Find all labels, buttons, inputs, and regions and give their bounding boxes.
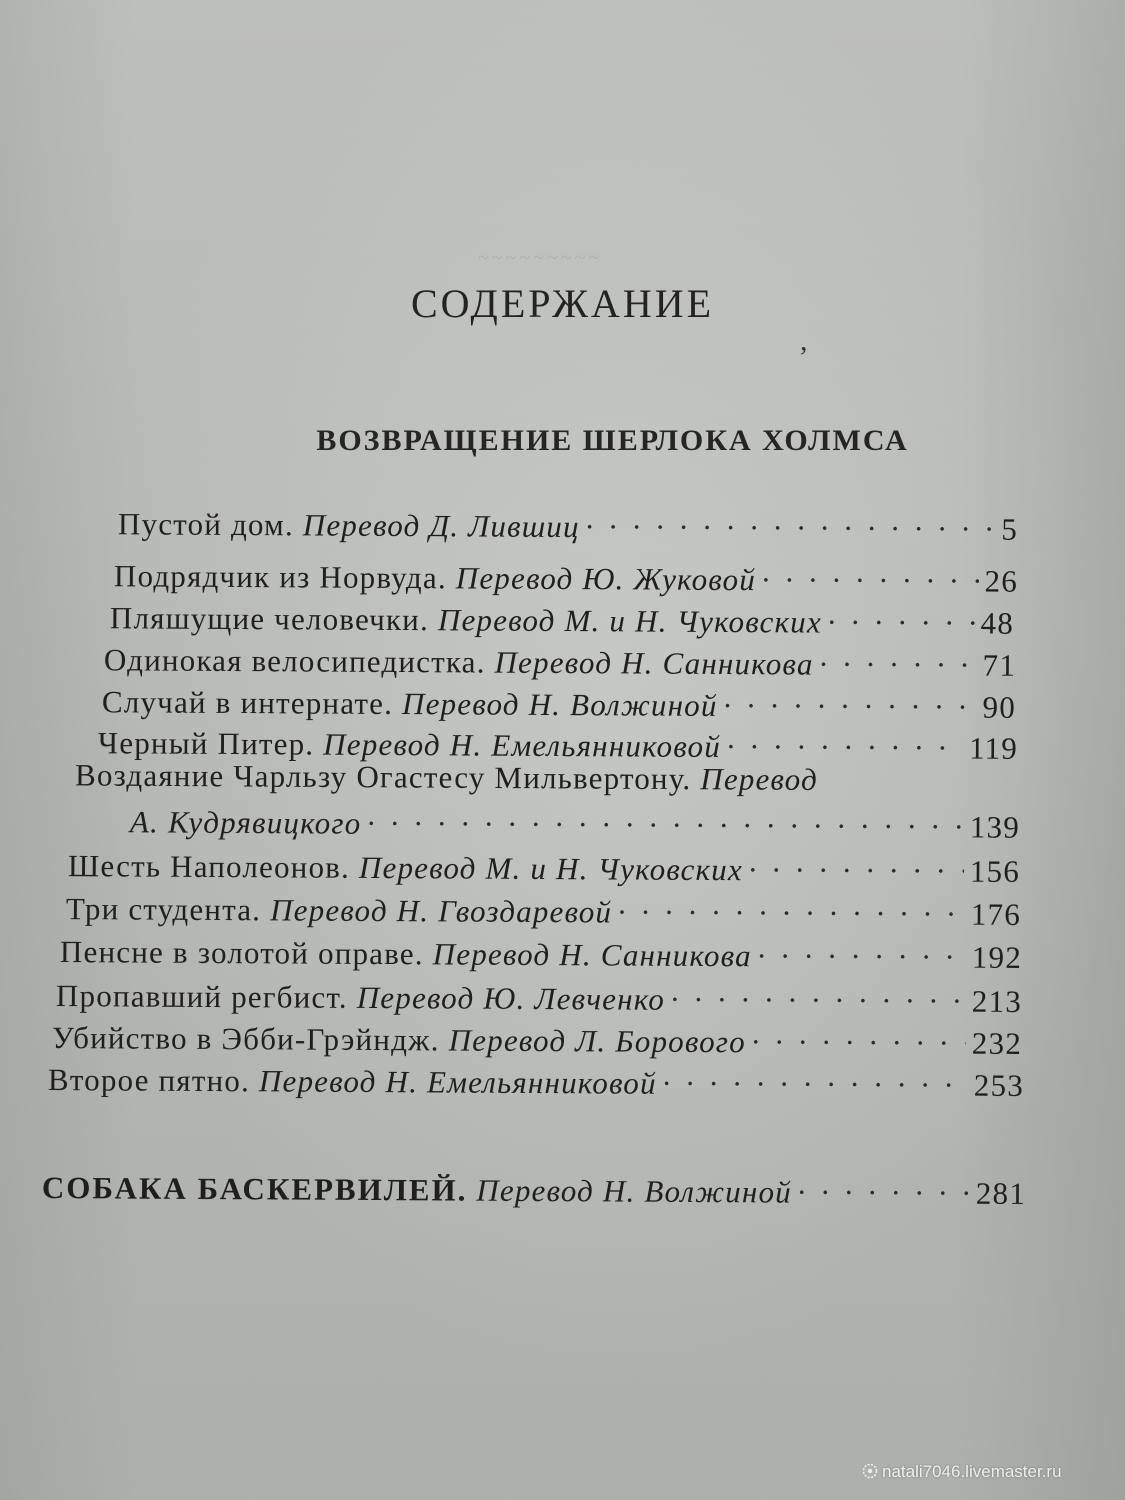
section-heading: ВОЗВРАЩЕНИЕ ШЕРЛОКА ХОЛМСА <box>316 424 909 457</box>
entry-title: Пустой дом. <box>117 506 294 543</box>
entry-page: 176 <box>970 896 1022 933</box>
dot-leader <box>727 720 963 759</box>
entry-title: Подрядчик из Норвуда. <box>113 558 447 596</box>
entry-translator: Перевод <box>700 761 819 797</box>
dot-leader <box>724 679 977 718</box>
entry-translator: Перевод Н. Санникова <box>432 936 752 974</box>
entry-page: 281 <box>975 1175 1027 1212</box>
entry-title: Воздаяние Чарльзу Огастесу Мильвертону. <box>74 757 692 797</box>
entry-title: СОБАКА БАСКЕРВИЛЕЙ. <box>41 1170 468 1208</box>
entry-translator: Перевод Ю. Жуковой <box>455 560 757 598</box>
toc-entry <box>60 925 1022 976</box>
entry-translator: Перевод Д. Лившиц <box>302 507 580 545</box>
dot-leader <box>752 1015 966 1053</box>
watermark <box>862 1462 1062 1482</box>
entry-translator: Перевод М. и Н. Чуковских <box>437 602 822 640</box>
entry-page: 90 <box>982 689 1017 725</box>
entry-title: Одинокая велосипедистка. <box>103 642 486 680</box>
entry-title: Случай в интернате. <box>101 684 394 722</box>
dot-leader <box>586 500 996 540</box>
entry-translator: Перевод Н. Волжиной <box>476 1172 793 1210</box>
ink-speck: , <box>800 324 808 357</box>
entry-title: Пропавший регбист. <box>55 978 348 1016</box>
dot-leader <box>749 843 964 881</box>
entry-title: Черный Питер. <box>97 725 315 762</box>
entry-translator: Перевод Л. Борового <box>448 1022 746 1060</box>
entry-translator: Перевод Н. Емельянниковой <box>323 726 722 765</box>
entry-page: 213 <box>971 983 1023 1020</box>
dot-leader <box>618 885 965 924</box>
entry-title: Три студента. <box>65 891 262 928</box>
entry-page: 71 <box>982 647 1017 683</box>
entry-page: 119 <box>968 730 1019 766</box>
toc-entry-line1 <box>75 757 925 798</box>
entry-translator: Перевод Н. Волжиной <box>401 686 718 724</box>
page-title: СОДЕРЖАНИЕ <box>410 281 715 326</box>
entry-translator: Перевод Н. Гвоздаревой <box>270 892 613 930</box>
entry-translator: Перевод Ю. Левченко <box>356 980 666 1017</box>
livemaster-logo-icon <box>862 1463 878 1479</box>
toc-entry <box>118 497 1018 548</box>
entry-title: Убийство в Эбби-Грэйндж. <box>51 1020 440 1058</box>
toc-entry-line2 <box>130 795 1020 846</box>
entry-translator: Перевод Н. Санникова <box>494 644 814 682</box>
entry-page: 253 <box>973 1067 1025 1104</box>
entry-title: Пенсне в золотой оправе. <box>59 934 424 972</box>
dot-leader <box>762 553 979 592</box>
entry-title: Второе пятно. <box>47 1062 251 1099</box>
entry-page: 5 <box>1001 511 1019 547</box>
bleed-through-text: ~~~~~~~~~ <box>478 247 603 269</box>
toc-entry-final <box>42 1161 1026 1212</box>
entry-page: 192 <box>971 939 1023 976</box>
entry-translator: Перевод Н. Емельянниковой <box>258 1063 657 1101</box>
dot-leader <box>820 638 977 676</box>
entry-page: 48 <box>980 605 1015 641</box>
dot-leader <box>367 797 964 838</box>
entry-translator: Перевод М. и Н. Чуковских <box>358 850 744 888</box>
entry-page: 26 <box>984 563 1019 599</box>
entry-title: Пляшущие человечки. <box>109 600 430 638</box>
entry-page: 232 <box>971 1025 1023 1062</box>
entry-title: Шесть Наполеонов. <box>67 848 351 886</box>
dot-leader <box>663 1057 968 1096</box>
dot-leader <box>798 1166 970 1204</box>
entry-translator-cont: А. Кудрявицкого <box>129 804 362 841</box>
dot-leader <box>828 596 975 634</box>
dot-leader <box>671 973 966 1012</box>
entry-page: 156 <box>969 853 1021 890</box>
dot-leader <box>758 929 966 967</box>
watermark-text: natali7046.livemaster.ru <box>882 1462 1062 1481</box>
toc-entry <box>48 1053 1024 1104</box>
entry-page: 139 <box>969 809 1021 845</box>
